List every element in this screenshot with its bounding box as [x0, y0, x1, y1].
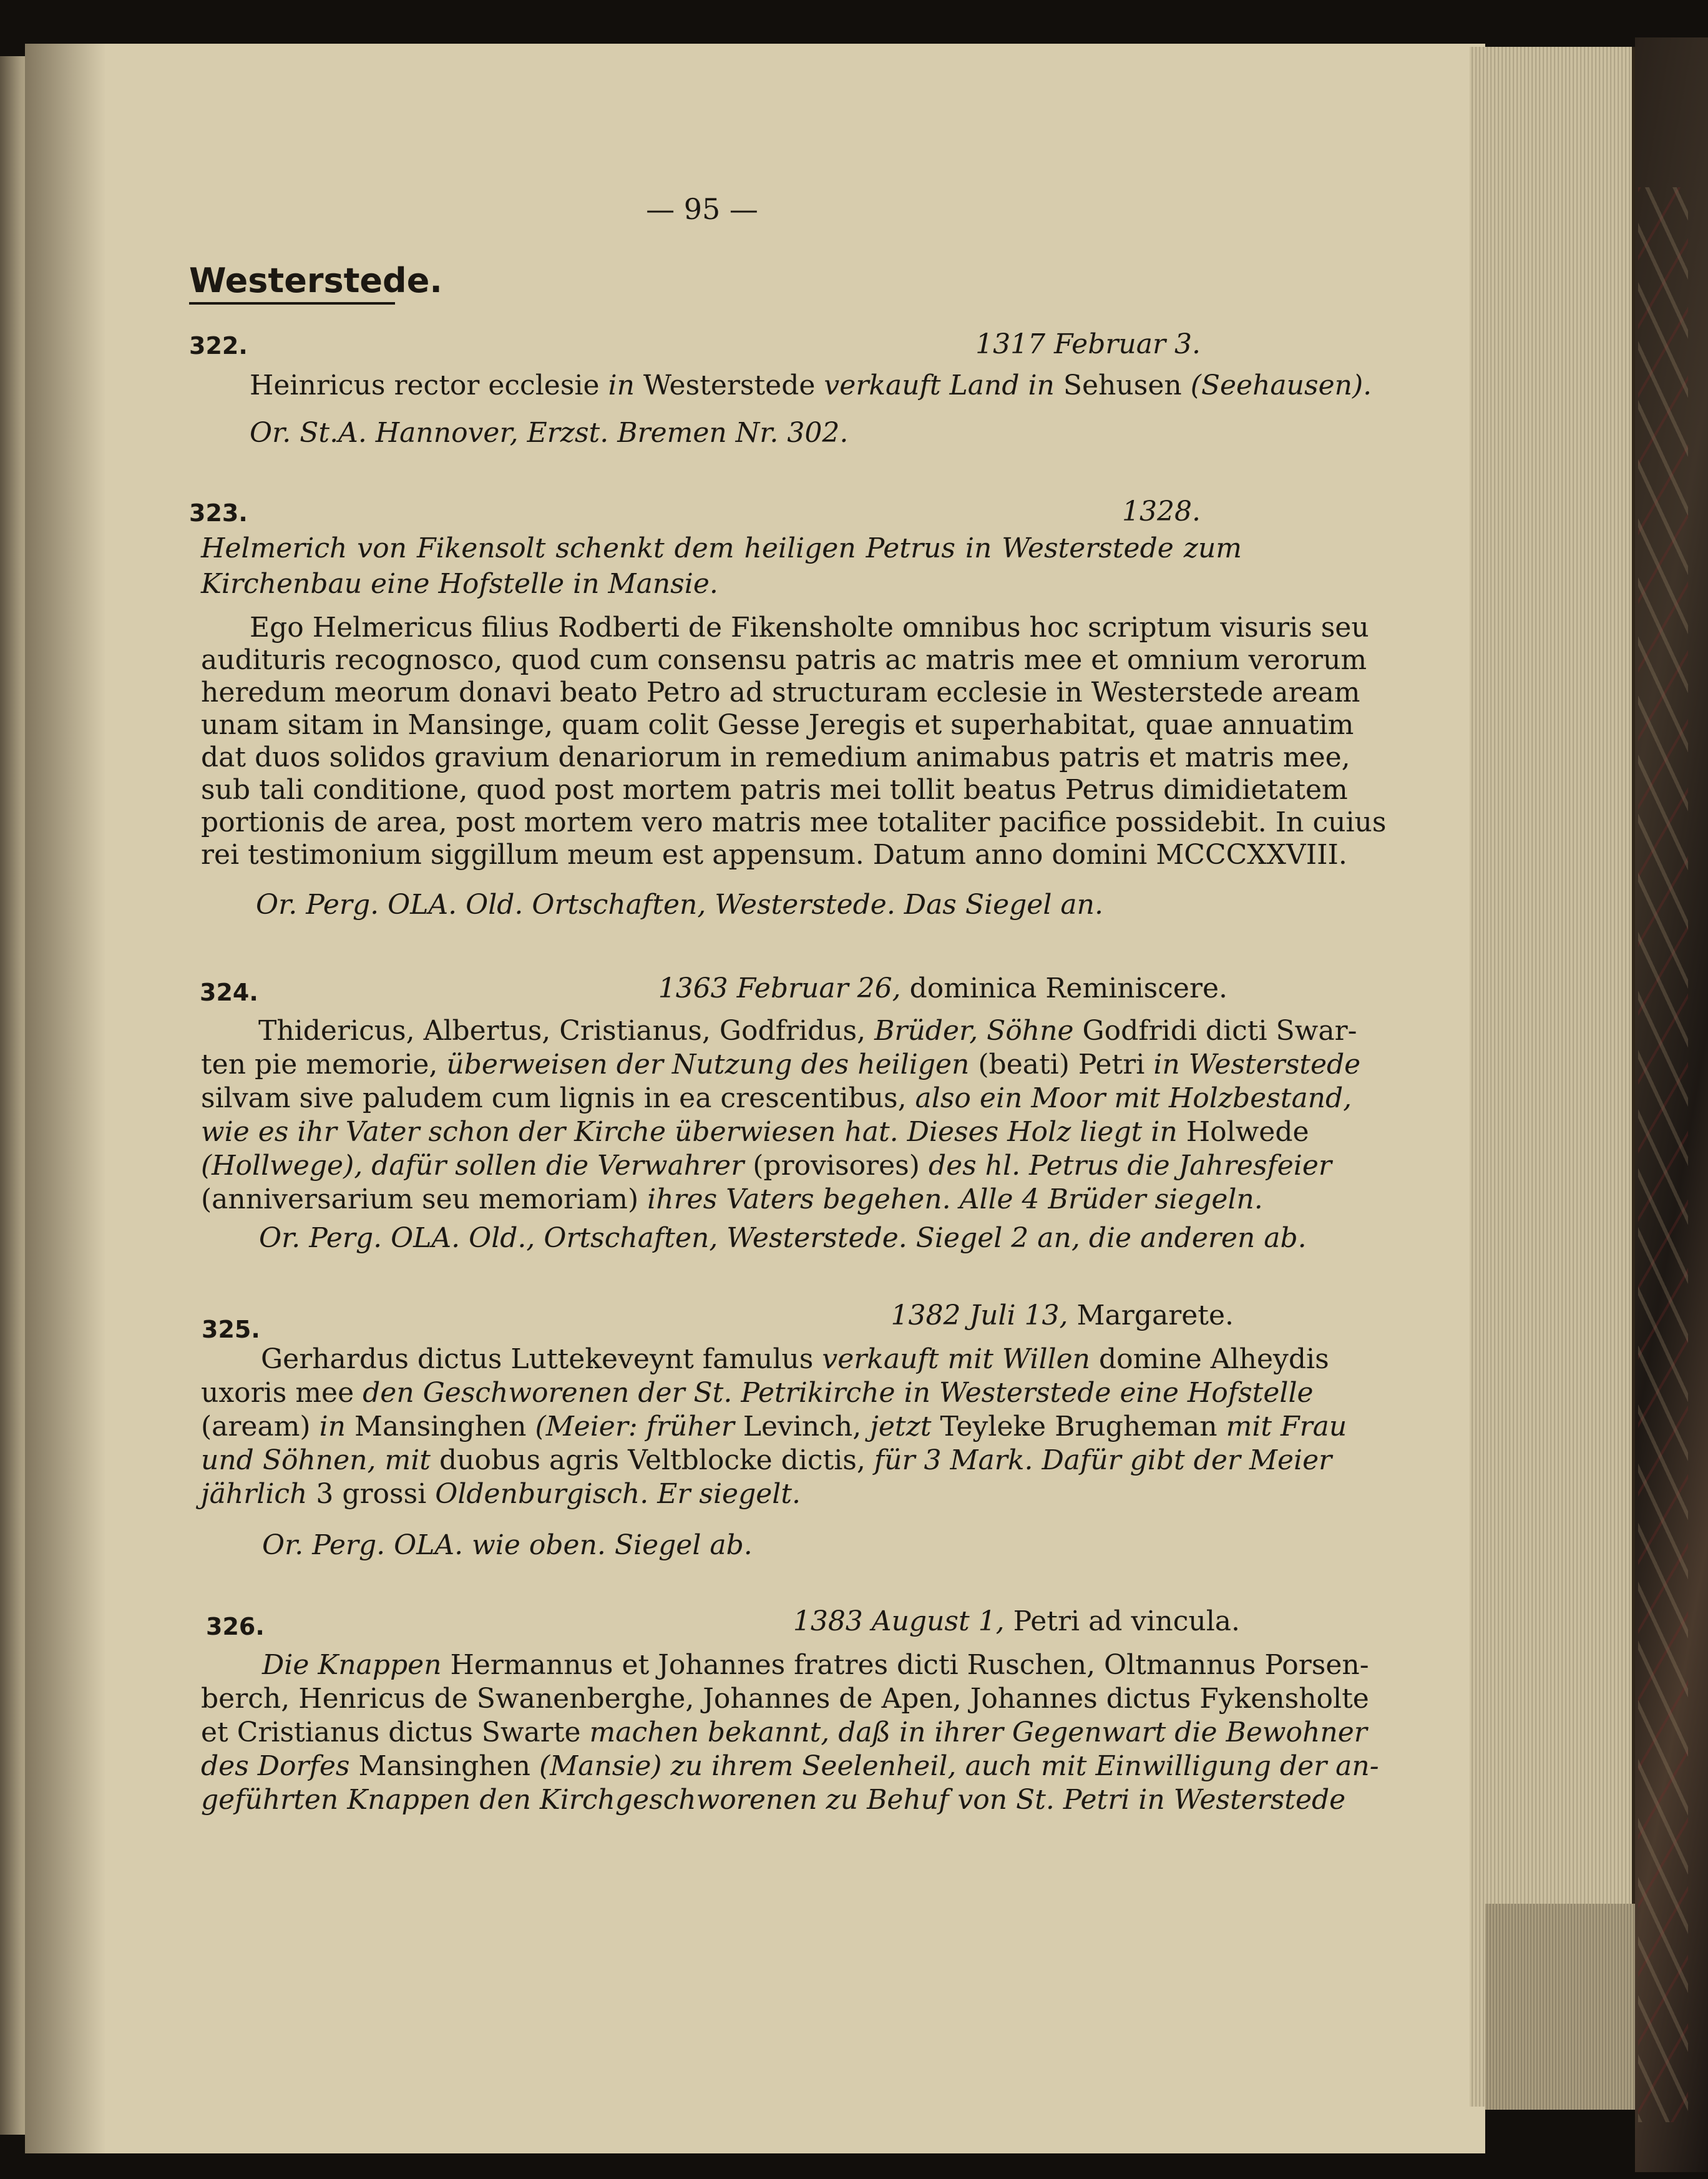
entry-date: 1382 Juli 13, Margarete.: [891, 1300, 1234, 1331]
entry-text-line: jährlich 3 grossi Oldenburgisch. Er siegelt.: [201, 1478, 801, 1510]
entry-date: 1328.: [1122, 496, 1201, 527]
entry-date: 1317 Februar 3.: [975, 328, 1201, 360]
entry-source: Or. Perg. OLA. wie oben. Siegel ab.: [262, 1529, 753, 1561]
entry-summary-line: Kirchenbau eine Hofstelle in Mansie.: [201, 568, 718, 600]
entry-text-line: (anniversarium seu memoriam) ihres Vaters begehen. Alle 4 Brüder siegeln.: [201, 1183, 1263, 1215]
entry-text-line: Thidericus, Albertus, Cristianus, Godfridus, Brüder, Söhne Godfridi dicti Swar-: [258, 1015, 1357, 1047]
entry-text-line: Gerhardus dictus Luttekeveynt famulus verkauft mit Willen domine Alheydis: [261, 1343, 1329, 1375]
entry-number: 323.: [189, 499, 248, 527]
entry-text-line: rei testimonium siggillum meum est appensum. Datum anno domini MCCCXXVIII.: [201, 839, 1347, 871]
entry-text-line: (Hollwege), dafür sollen die Verwahrer (provisores) des hl. Petrus die Jahresfeier: [201, 1150, 1332, 1182]
entry-text-line: Ego Helmericus filius Rodberti de Fikensholte omnibus hoc scriptum visuris seu: [250, 612, 1369, 644]
entry-text-line: unam sitam in Mansinge, quam colit Gesse Jeregis et superhabitat, quae annuatim: [201, 709, 1354, 741]
entry-text-line: berch, Henricus de Swanenberghe, Johannes de Apen, Johannes dictus Fykensholte: [201, 1683, 1369, 1715]
entry-text-line: und Söhnen, mit duobus agris Veltblocke dictis, für 3 Mark. Dafür gibt der Meier: [201, 1444, 1332, 1476]
entry-summary-line: Helmerich von Fikensolt schenkt dem heiligen Petrus in Westerstede zum: [201, 532, 1242, 564]
entry-text-line: wie es ihr Vater schon der Kirche überwiesen hat. Dieses Holz liegt in Holwede: [201, 1116, 1309, 1148]
entry-number: 322.: [189, 332, 248, 360]
entry-text-line: (aream) in Mansinghen (Meier: früher Levinch, jetzt Teyleke Brugheman mit Frau: [201, 1411, 1347, 1442]
entry-source: Or. Perg. OLA. Old., Ortschaften, Westerstede. Siegel 2 an, die anderen ab.: [259, 1222, 1307, 1254]
entry-text-line: silvam sive paludem cum lignis in ea crescentibus, also ein Moor mit Holzbestand,: [201, 1082, 1352, 1114]
entry-source: Or. Perg. OLA. Old. Ortschaften, Westerstede. Das Siegel an.: [256, 889, 1103, 921]
entry-date: 1383 August 1, Petri ad vincula.: [793, 1605, 1240, 1637]
entry-text-line: heredum meorum donavi beato Petro ad structuram ecclesie in Westerstede aream: [201, 677, 1360, 708]
entry-text-line: sub tali conditione, quod post mortem patris mei tollit beatus Petrus dimidietatem: [201, 774, 1348, 806]
entry-text-line: uxoris mee den Geschworenen der St. Petrikirche in Westerstede eine Hofstelle: [201, 1377, 1314, 1409]
entry-text-line: portionis de area, post mortem vero matris mee totaliter pacifice possidebit. In cuius: [201, 806, 1387, 838]
entry-source: Or. St.A. Hannover, Erzst. Bremen Nr. 302.: [250, 417, 849, 449]
section-underline: [189, 302, 395, 305]
section-title: Westerstede.: [189, 261, 442, 300]
entry-text-line: ten pie memorie, überweisen der Nutzung des heiligen (beati) Petri in Westerstede: [201, 1049, 1361, 1080]
entry-number: 326.: [206, 1613, 265, 1640]
entry-number: 325.: [202, 1316, 260, 1343]
entry-number: 324.: [200, 979, 258, 1006]
entry-text-line: et Cristianus dictus Swarte machen bekannt, daß in ihrer Gegenwart die Bewohner: [201, 1716, 1367, 1748]
page-number: — 95 —: [646, 192, 758, 226]
entry-summary: Heinricus rector ecclesie in Westerstede verkauft Land in Sehusen (Seehausen).: [250, 370, 1372, 401]
entry-text-line: Die Knappen Hermannus et Johannes fratres dicti Ruschen, Oltmannus Porsen-: [262, 1649, 1369, 1681]
entry-text-line: geführten Knappen den Kirchgeschworenen zu Behuf von St. Petri in Westerstede: [201, 1784, 1346, 1816]
entry-text-line: des Dorfes Mansinghen (Mansie) zu ihrem Seelenheil, auch mit Einwilligung der an-: [201, 1750, 1379, 1782]
entry-date: 1363 Februar 26, dominica Reminiscere.: [658, 972, 1227, 1004]
entry-text-line: audituris recognosco, quod cum consensu patris ac matris mee et omnium verorum: [201, 644, 1367, 676]
entry-text-line: dat duos solidos gravium denariorum in remedium animabus patris et matris mee,: [201, 742, 1350, 773]
